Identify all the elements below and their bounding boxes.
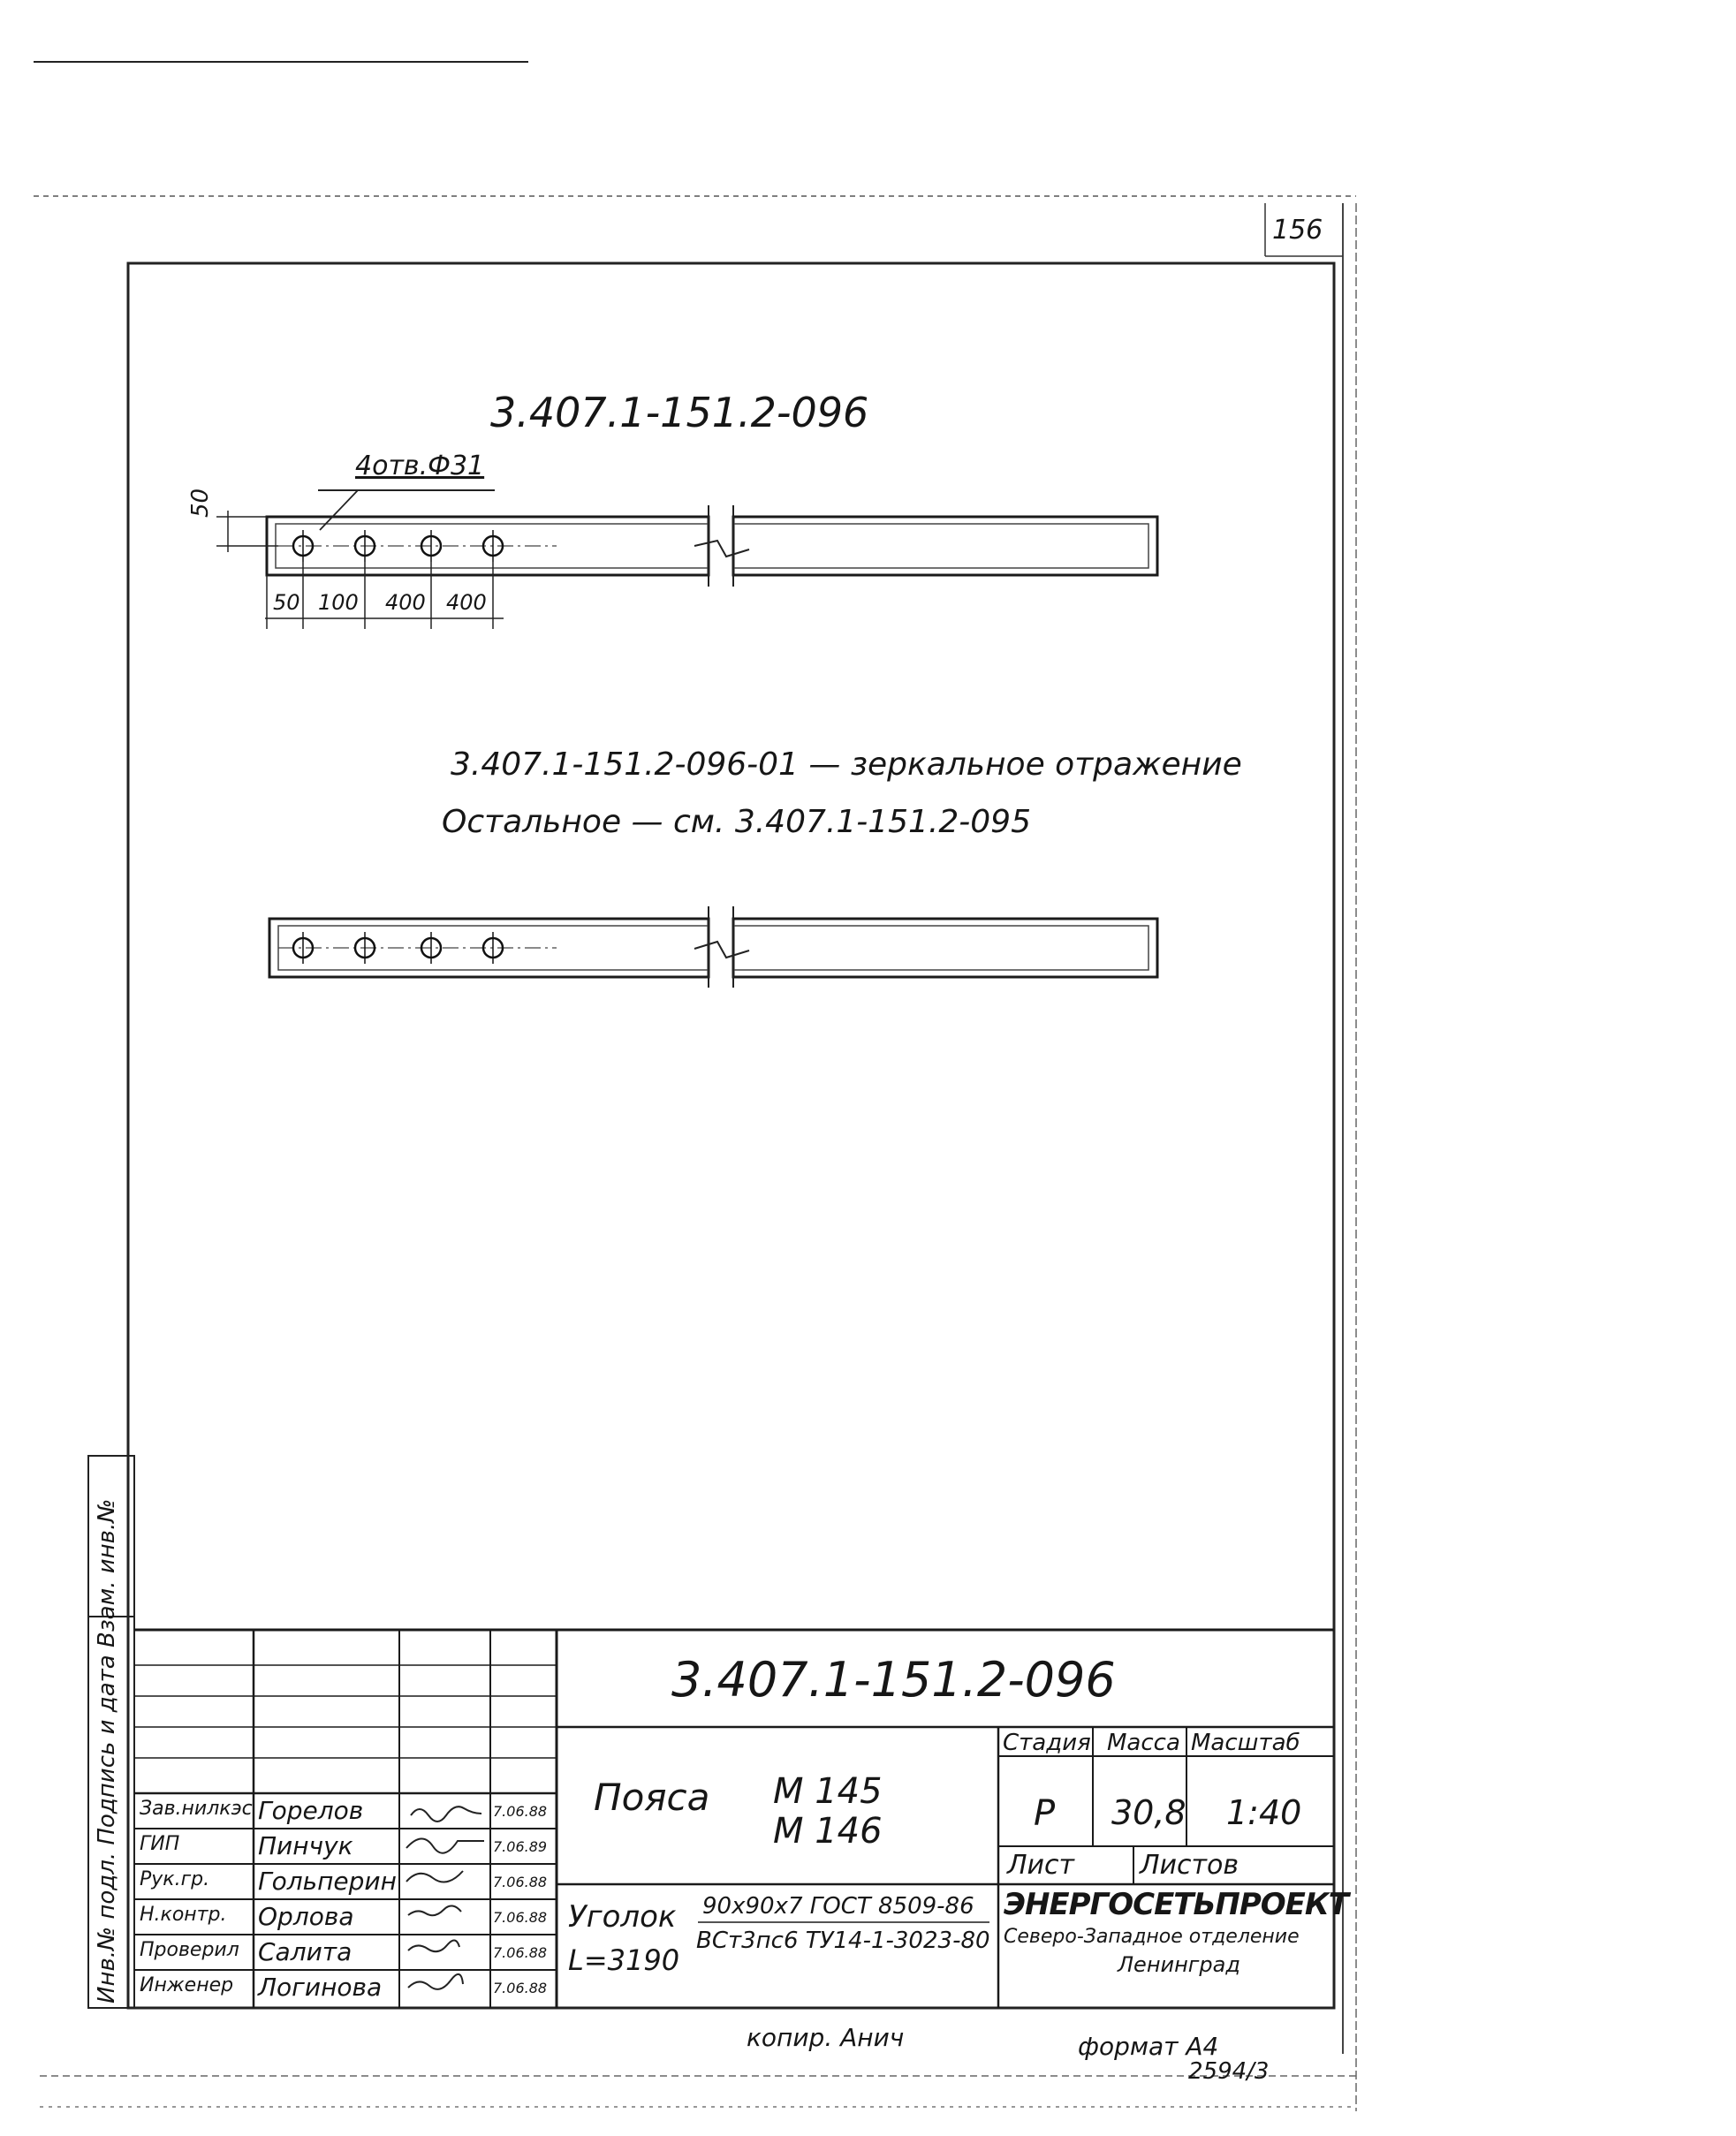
mirror-note: 3.407.1-151.2-096-01 — зеркальное отражение: [451, 746, 1242, 783]
mark-2: М 146: [773, 1811, 883, 1852]
org-city: Ленинград: [1118, 1952, 1240, 1977]
role-name: Салита: [258, 1937, 353, 1966]
dim-pitch-3: 400: [385, 590, 426, 615]
inventory-number: 2594/3: [1188, 2058, 1270, 2085]
org-name: ЭНЕРГОСЕТЬПРОЕКТ: [1004, 1887, 1348, 1922]
rest-note: Остальное — см. 3.407.1-151.2-095: [442, 804, 1031, 840]
scale-header: Масштаб: [1191, 1730, 1300, 1756]
sheet-number: 156: [1272, 215, 1323, 246]
mark-1: М 145: [773, 1771, 883, 1812]
role-name: Гольперин: [258, 1867, 397, 1896]
mass-header: Масса: [1107, 1730, 1180, 1756]
edge-dimension: 50: [187, 488, 214, 518]
scale-value: 1:40: [1226, 1793, 1302, 1832]
hole-note: 4отв.Ф31: [355, 451, 485, 481]
title-block-code: 3.407.1-151.2-096: [671, 1652, 1116, 1708]
dim-pitch-4: 400: [446, 590, 487, 615]
role-date: 7.06.88: [493, 1909, 548, 1926]
role-name: Орлова: [258, 1902, 354, 1931]
role-date: 7.06.88: [493, 1980, 548, 1996]
title-word: Пояса: [594, 1776, 710, 1819]
material-length: L=3190: [568, 1943, 680, 1977]
material-name: Уголок: [568, 1899, 677, 1935]
role-title: Н.контр.: [140, 1904, 227, 1926]
material-spec-2: ВСт3пс6 ТУ14-1-3023-80: [696, 1928, 990, 1954]
format-label: формат А4: [1078, 2032, 1219, 2061]
dim-pitch-1: 50: [273, 590, 300, 615]
signatures: [406, 1807, 484, 1989]
role-title: ГИП: [140, 1833, 180, 1855]
role-name: Горелов: [258, 1796, 364, 1825]
part-view-mirror: [269, 906, 1157, 988]
drawing-code-main: 3.407.1-151.2-096: [490, 389, 869, 436]
role-date: 7.06.88: [493, 1944, 548, 1961]
role-date: 7.06.88: [493, 1874, 548, 1890]
role-name: Логинова: [258, 1973, 383, 2002]
role-date: 7.06.89: [493, 1838, 548, 1855]
dim-pitch-2: 100: [318, 590, 359, 615]
stage-header: Стадия: [1003, 1730, 1091, 1756]
role-date: 7.06.88: [493, 1803, 548, 1820]
stage-value: Р: [1034, 1793, 1056, 1834]
role-title: Зав.нилкэс: [140, 1798, 253, 1820]
mass-value: 30,8: [1111, 1793, 1186, 1832]
sheet-label: Лист: [1007, 1850, 1075, 1881]
sheets-label: Листов: [1140, 1850, 1239, 1881]
role-title: Проверил: [140, 1939, 239, 1961]
side-stamp-text: Инв.№ подл. Подпись и дата Взам. инв.№: [94, 1498, 120, 2003]
role-name: Пинчук: [258, 1831, 353, 1860]
material-spec-1: 90х90х7 ГОСТ 8509-86: [702, 1893, 974, 1920]
org-branch: Северо-Западное отделение: [1004, 1926, 1300, 1948]
role-title: Инженер: [140, 1974, 234, 1996]
role-title: Рук.гр.: [140, 1868, 210, 1890]
copied-by: копир. Анич: [747, 2023, 905, 2052]
